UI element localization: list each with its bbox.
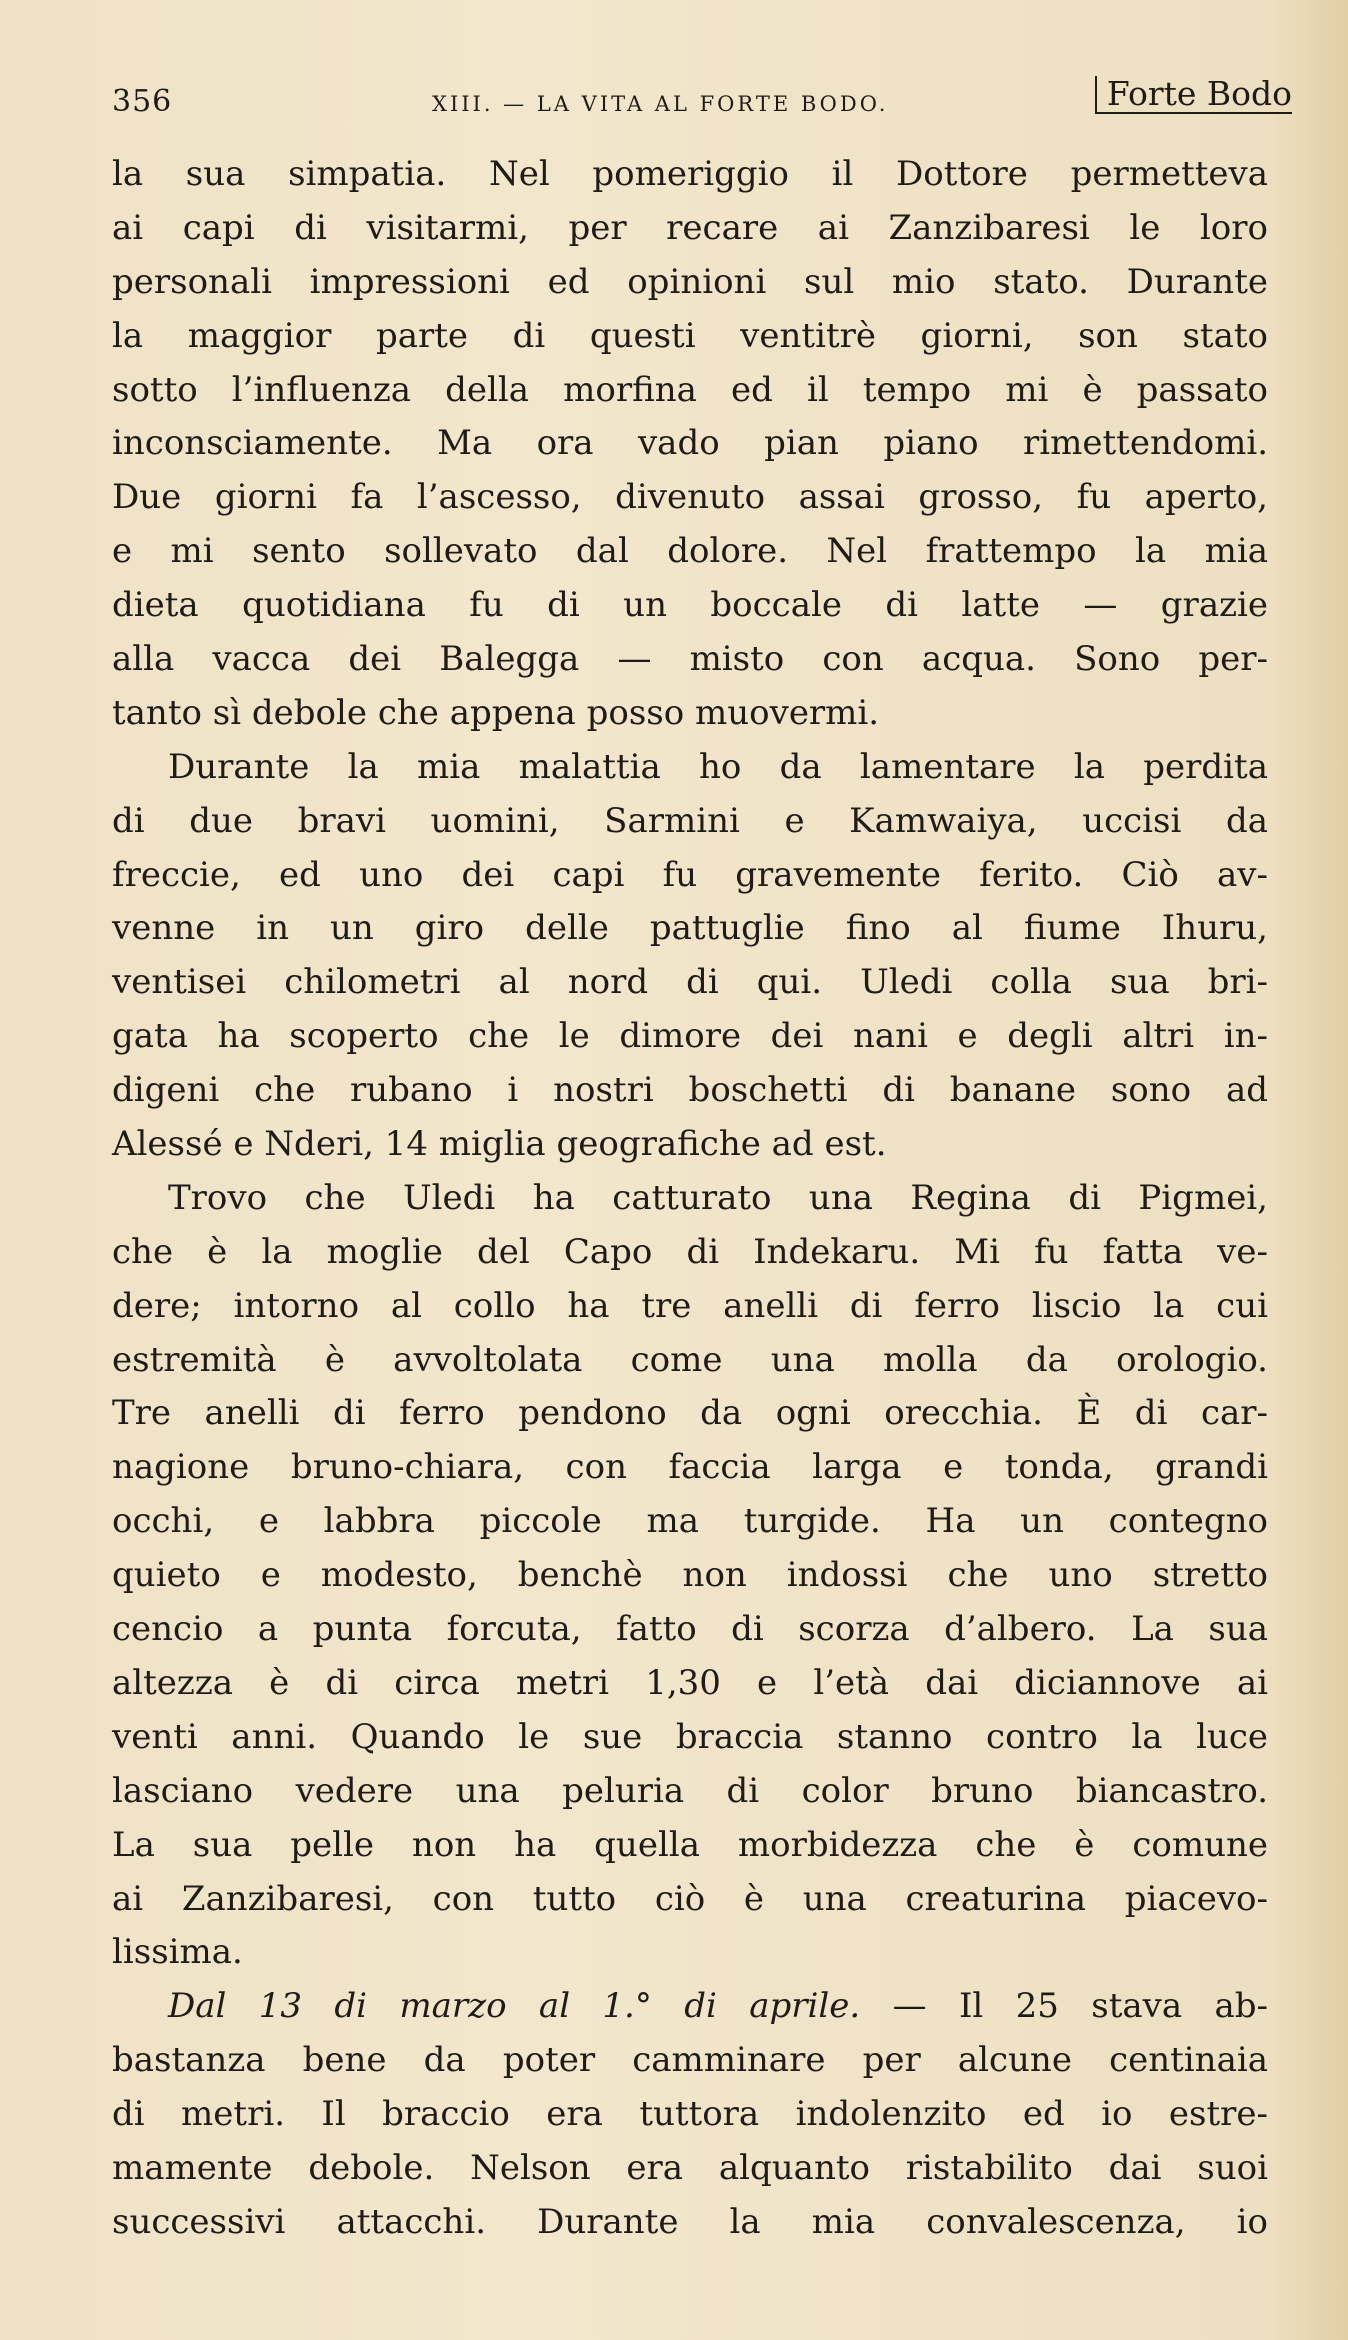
text-line: — Il 25 stava ab- [892, 1986, 1269, 2027]
text-line: dieta quotidiana fu di un boccale di latte — grazie [112, 585, 1268, 626]
text-line: Tre anelli di ferro pendono da ogni orecchia. È di car- [112, 1393, 1268, 1434]
text-line: estremità è avvoltolata come una molla da orologio. [112, 1339, 1268, 1380]
page-header [112, 70, 1292, 130]
dateline: Dal 13 di marzo al 1.° di aprile. [168, 1986, 861, 2027]
running-head-place: Forte Bodo [1095, 76, 1292, 114]
text-line: di due bravi uomini, Sarmini e Kamwaiya, uccisi da [112, 800, 1268, 841]
text-line: la sua simpatia. Nel pomeriggio il Dottore permetteva [112, 154, 1268, 194]
text-line: lasciano vedere una peluria di color bruno biancastro. [112, 1770, 1268, 1811]
text-line: venti anni. Quando le sue braccia stanno contro la luce [112, 1716, 1268, 1757]
text-line: mamente debole. Nelson era alquanto ristabilito dai suoi [112, 2147, 1268, 2188]
text-line: lissima. [112, 1932, 243, 1973]
running-head: XIII. — LA VITA AL FORTE BODO. [432, 92, 889, 116]
text-line: venne in un giro delle pattuglie fino al fiume Ihuru, [112, 908, 1268, 949]
text-line: inconsciamente. Ma ora vado pian piano rimettendomi. [112, 423, 1268, 464]
text-line: cencio a punta forcuta, fatto di scorza d’albero. La sua [112, 1609, 1268, 1650]
text-line: Durante la mia malattia ho da lamentare la perdita [168, 746, 1268, 787]
text-line: e mi sento sollevato dal dolore. Nel frattempo la mia [112, 531, 1268, 572]
text-line: personali impressioni ed opinioni sul mio stato. Durante [112, 261, 1268, 302]
text-line: quieto e modesto, benchè non indossi che uno stretto [112, 1555, 1268, 1596]
text-line: occhi, e labbra piccole ma turgide. Ha un contegno [112, 1501, 1268, 1542]
text-line: Alessé e Nderi, 14 miglia geografiche ad est. [112, 1124, 887, 1165]
text-line: alla vacca dei Balegga — misto con acqua. Sono per- [112, 639, 1268, 680]
text-line: ventisei chilometri al nord di qui. Uledi colla sua bri- [112, 962, 1268, 1003]
text-line: sotto l’influenza della morfina ed il tempo mi è passato [112, 369, 1268, 410]
text-line: nagione bruno-chiara, con faccia larga e tonda, grandi [112, 1447, 1268, 1488]
text-line: che è la moglie del Capo di Indekaru. Mi fu fatta ve- [112, 1231, 1268, 1272]
text-line: bastanza bene da poter camminare per alcune centinaia [112, 2040, 1268, 2081]
page-number: 356 [112, 84, 173, 119]
text-line: freccie, ed uno dei capi fu gravemente ferito. Ciò av- [112, 854, 1268, 895]
text-line: altezza è di circa metri 1,30 e l’età dai diciannove ai [112, 1662, 1268, 1703]
text-line: dere; intorno al collo ha tre anelli di ferro liscio la cui [112, 1285, 1268, 1326]
text-line: tanto sì debole che appena posso muovermi. [112, 692, 880, 733]
body-text [112, 148, 1268, 2250]
text-line: ai capi di visitarmi, per recare ai Zanzibaresi le loro [112, 207, 1268, 248]
text-line: Due giorni fa l’ascesso, divenuto assai grosso, fu aperto, [112, 477, 1268, 518]
text-line: ai Zanzibaresi, con tutto ciò è una creaturina piacevo- [112, 1878, 1268, 1919]
text-line: gata ha scoperto che le dimore dei nani e degli altri in- [112, 1016, 1268, 1057]
text-line: La sua pelle non ha quella morbidezza che è comune [112, 1824, 1268, 1865]
dateline-paragraph-line [112, 1980, 1268, 2034]
text-line: la maggior parte di questi ventitrè giorni, son stato [112, 315, 1268, 356]
text-line: di metri. Il braccio era tuttora indolenzito ed io estre- [112, 2094, 1268, 2135]
text-line: Trovo che Uledi ha catturato una Regina di Pigmei, [168, 1177, 1268, 1218]
text-line: successivi attacchi. Durante la mia convalescenza, io [112, 2201, 1268, 2242]
text-line: digeni che rubano i nostri boschetti di banane sono ad [112, 1070, 1268, 1111]
